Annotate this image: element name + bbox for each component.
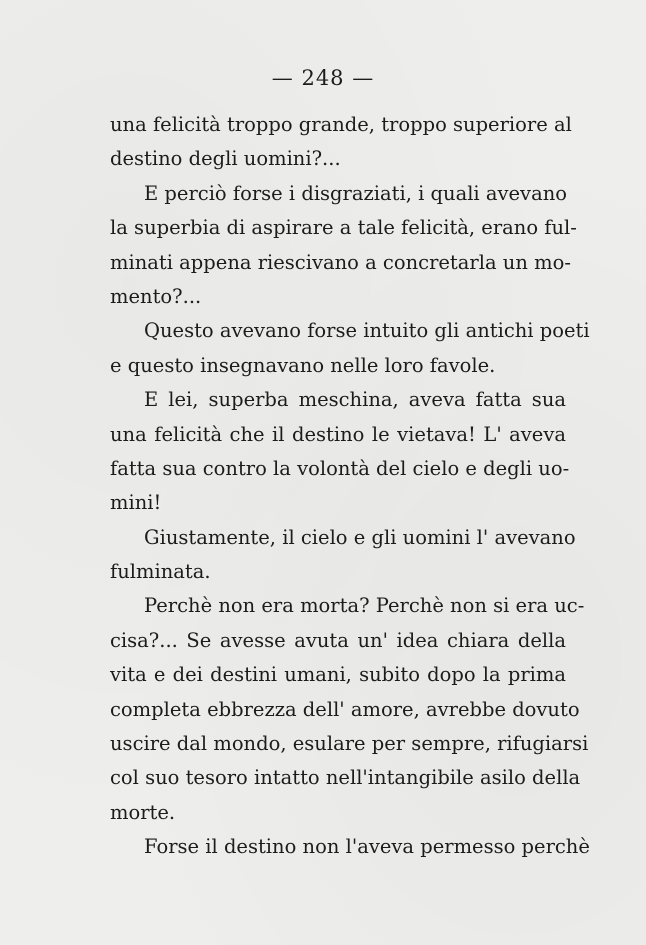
text-line: Questo avevano forse intuito gli antichi poeti	[144, 319, 590, 343]
text-line: fatta sua contro la volontà del cielo e degli uo-	[110, 456, 570, 480]
text-line: Giustamente, il cielo e gli uomini l' avevano	[144, 525, 576, 549]
text-line: una felicità che il destino le vietava! L' aveva	[110, 422, 566, 446]
text-line: destino degli uomini?...	[110, 147, 341, 171]
text-line: minati appena riescivano a concretarla un mo-	[110, 250, 571, 274]
text-line: morte.	[110, 800, 176, 824]
text-line: mento?...	[110, 284, 202, 308]
body-text	[110, 108, 590, 865]
text-line: cisa?... Se avesse avuta un' idea chiara della	[110, 628, 566, 652]
text-line: mini!	[110, 491, 162, 515]
text-line: Perchè non era morta? Perchè non si era uc-	[144, 594, 585, 618]
text-line: col suo tesoro intatto nell'intangibile asilo della	[110, 766, 581, 790]
text-line: una felicità troppo grande, troppo superiore al	[110, 113, 572, 136]
text-line: fulminata.	[110, 560, 211, 584]
page-number: — 248 —	[271, 66, 375, 90]
text-line: Forse il destino non l'aveva permesso perchè	[144, 835, 590, 859]
text-line: completa ebbrezza dell' amore, avrebbe dovuto	[110, 697, 580, 721]
text-line: uscire dal mondo, esulare per sempre, rifugiarsi	[110, 732, 589, 756]
text-line: E perciò forse i disgraziati, i quali avevano	[144, 181, 567, 205]
text-line: e questo insegnavano nelle loro favole.	[110, 353, 496, 377]
text-line: la superbia di aspirare a tale felicità, erano ful-	[110, 216, 577, 240]
text-line: E lei, superba meschina, aveva fatta sua	[144, 388, 566, 412]
text-line: vita e dei destini umani, subito dopo la prima	[110, 663, 566, 687]
